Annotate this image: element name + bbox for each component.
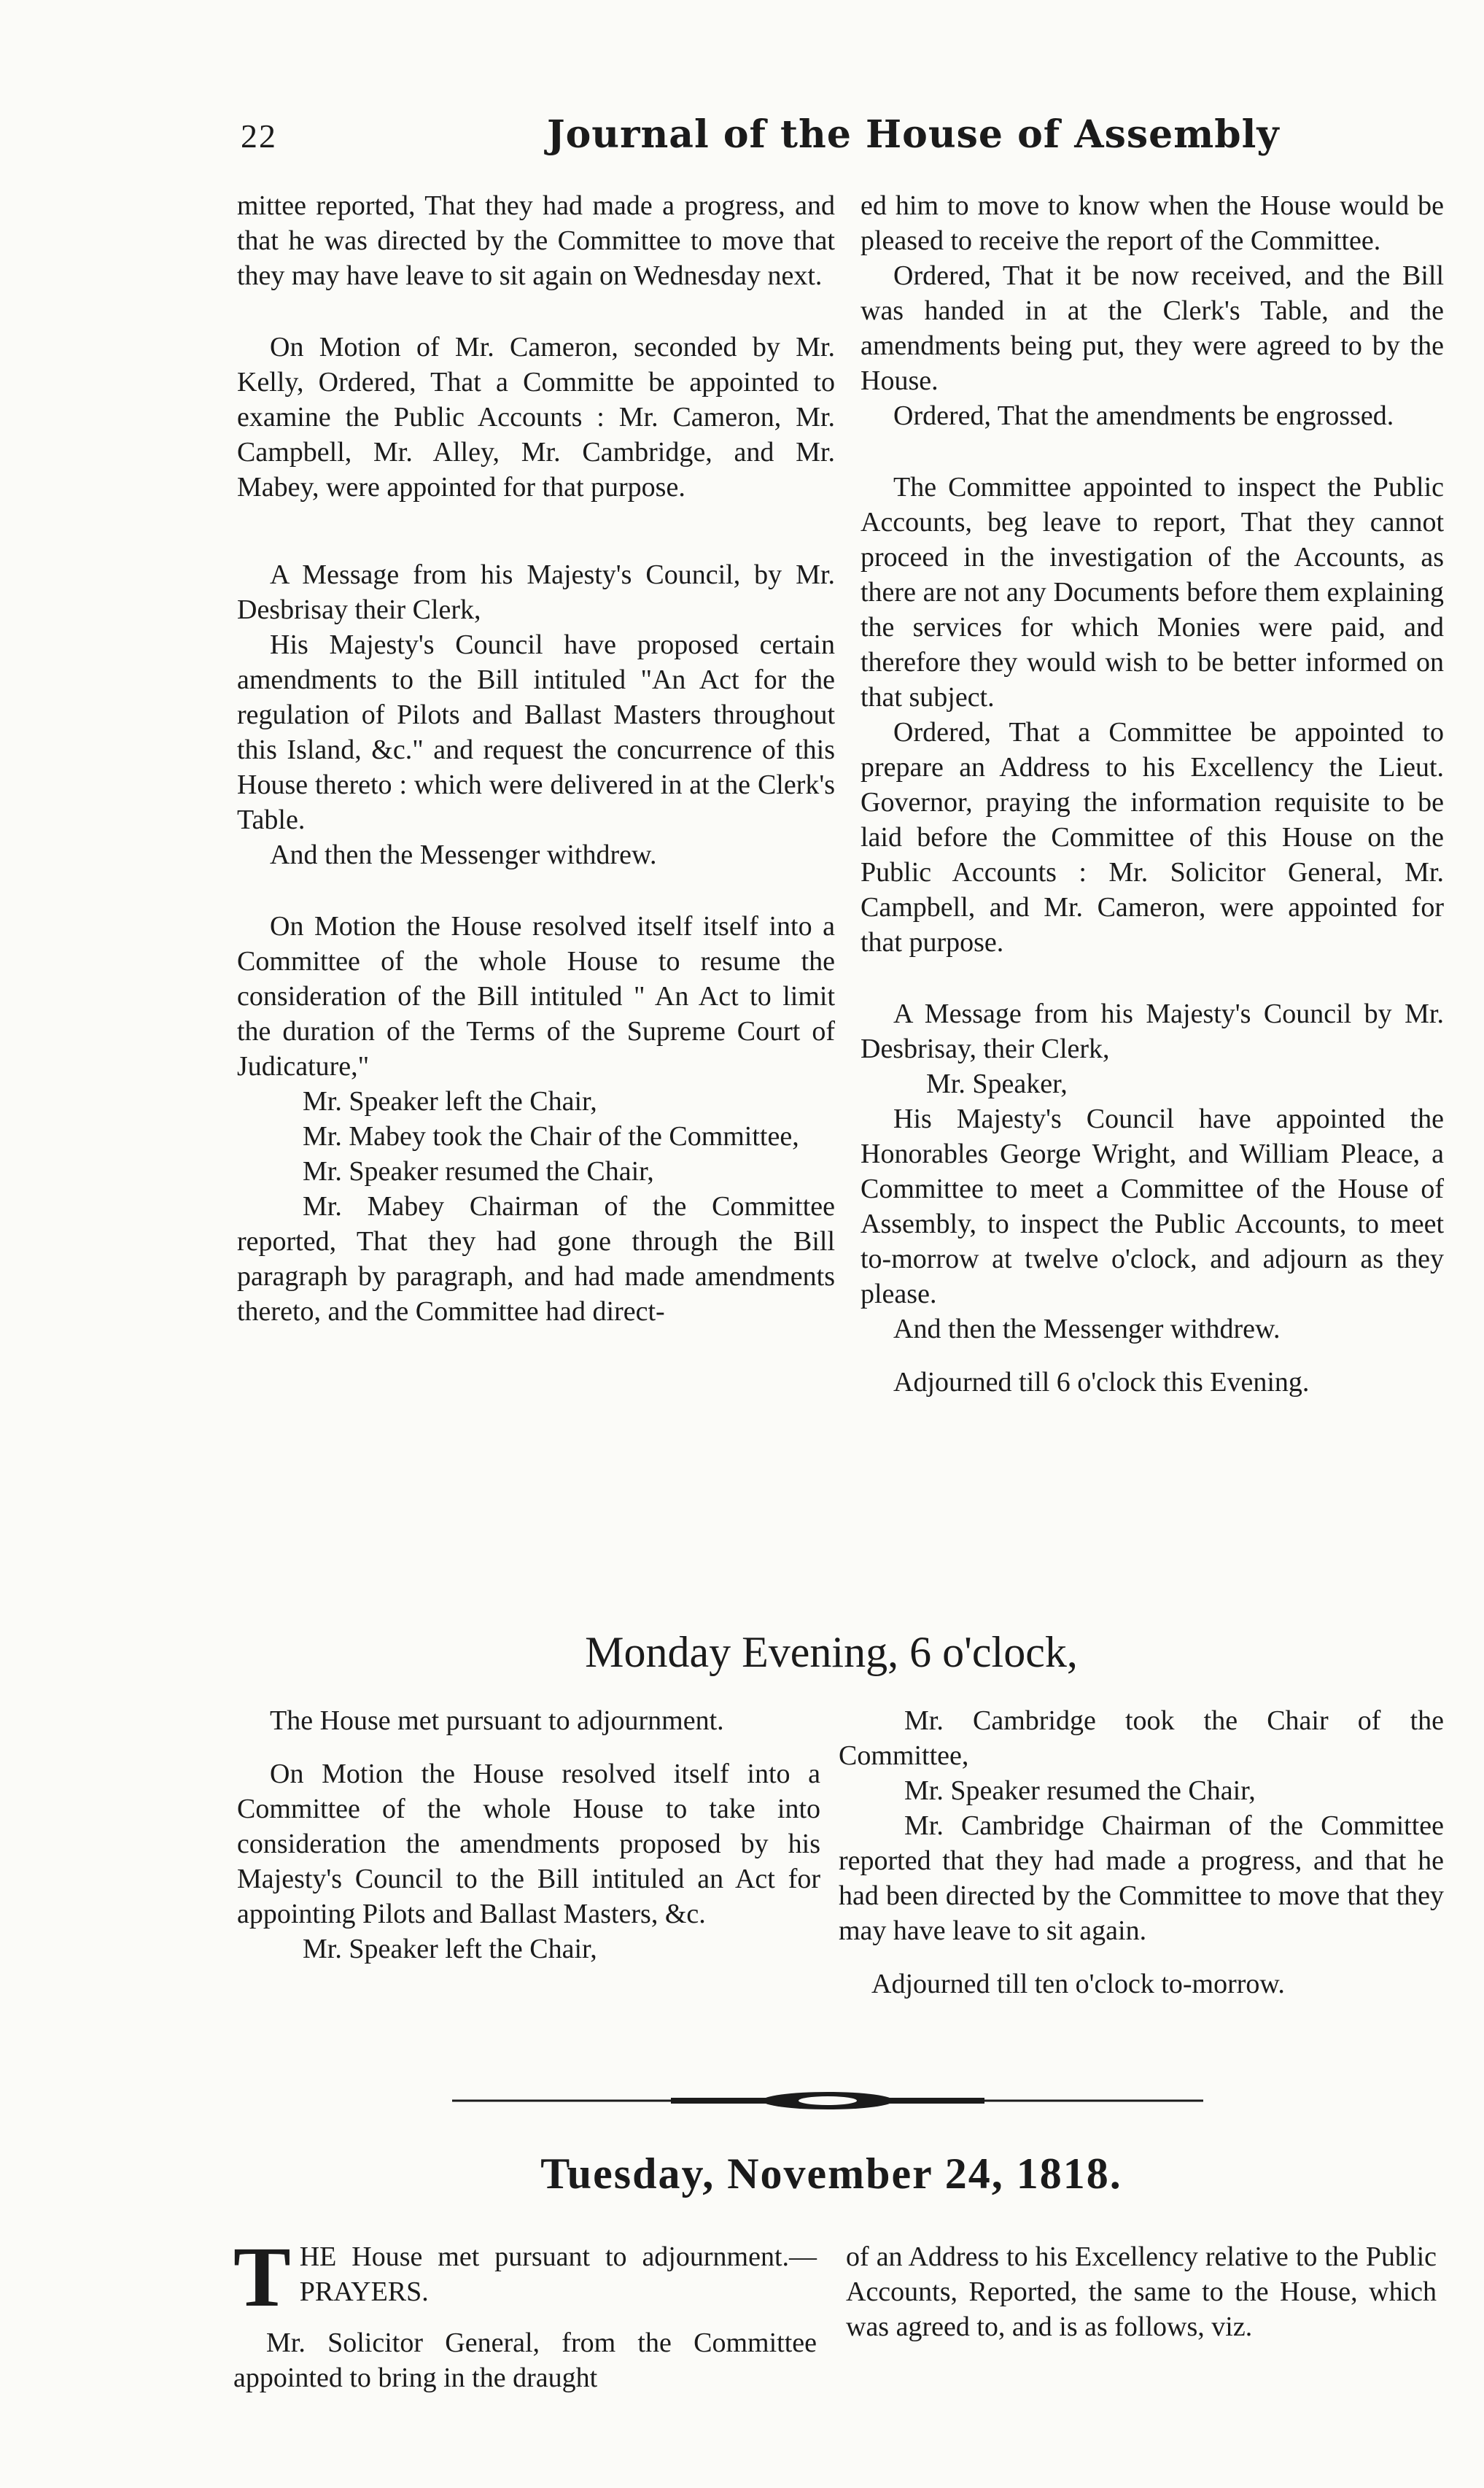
paragraph-text: HE House met pursuant to adjournment.—PRAYERS. (299, 2241, 817, 2307)
section-heading-tuesday: Tuesday, November 24, 1818. (540, 2150, 1122, 2198)
paragraph: And then the Messenger withdrew. (270, 840, 657, 870)
tuesday-column-left (233, 2229, 817, 2395)
paragraph: Mr. Cambridge took the Chair of the Committee, (839, 1705, 1444, 1771)
paragraph: The House met pursuant to adjournment. (270, 1705, 724, 1736)
paragraph: Mr. Mabey took the Chair of the Committee, (303, 1121, 799, 1152)
paragraph: Mr. Solicitor General, from the Committee appointed to bring in the draught (233, 2328, 817, 2393)
page-number: 22 (241, 117, 277, 155)
paragraph: His Majesty's Council have proposed certain amendments to the Bill intituled "An Act for the regulation of Pilots and Ballast Masters throughout this Island, &c." and request the concurrence of this House thereto : which were delivered in at the Clerk's Table. (237, 629, 835, 835)
paragraph: Adjourned till 6 o'clock this Evening. (893, 1367, 1310, 1398)
paragraph: And then the Messenger withdrew. (893, 1314, 1281, 1344)
tuesday-column-right (846, 2239, 1437, 2344)
paragraph: Mr. Speaker left the Chair, (303, 1934, 597, 1964)
paragraph: Mr. Speaker resumed the Chair, (303, 1156, 654, 1187)
page-header (241, 109, 1437, 175)
paragraph: Mr. Mabey Chairman of the Committee reported, That they had gone through the Bill paragraph by paragraph, and had made amendments thereto, and the Committee had direct- (237, 1191, 835, 1327)
paragraph: A Message from his Majesty's Council by Mr. Desbrisay, their Clerk, (861, 999, 1444, 1064)
paragraph: Ordered, That the amendments be engrossed. (893, 400, 1394, 431)
paragraph: ed him to move to know when the House would be pleased to receive the report of the Committee. (861, 190, 1444, 256)
evening-column-right (839, 1703, 1444, 2001)
paragraph: mittee reported, That they had made a progress, and that he was directed by the Committee to move that they may have leave to sit again on Wednesday next. (237, 190, 835, 291)
drop-cap: T (233, 2229, 291, 2325)
paragraph: Mr. Cambridge Chairman of the Committee reported that they had made a progress, and that he had been directed by the Committee to move that they may have leave to sit again. (839, 1810, 1444, 1946)
paragraph: The Committee appointed to inspect the Public Accounts, beg leave to report, That they cannot proceed in the investigation of the Accounts, as there are not any Documents before them explaining the services for which Monies were paid, and therefore they would wish to be better informed on that subject. (861, 472, 1444, 713)
running-title: Journal of the House of Assembly (547, 112, 1280, 157)
paragraph: A Message from his Majesty's Council, by Mr. Desbrisay their Clerk, (237, 559, 835, 625)
paragraph: On Motion of Mr. Cameron, seconded by Mr. Kelly, Ordered, That a Committe be appointed to examine the Public Accounts : Mr. Cameron, Mr. Campbell, Mr. Alley, Mr. Cambridge, and Mr. Mabey, were appointed for that purpose. (237, 332, 835, 503)
paragraph: Ordered, That it be now received, and the Bill was handed in at the Clerk's Table, and the amendments being put, they were agreed to by the House. (861, 260, 1444, 396)
column-left (237, 188, 835, 1329)
paragraph: Ordered, That a Committee be appointed to prepare an Address to his Excellency the Lieut. Governor, praying the information requisite to be laid before the Committee of this House on the Public Accounts : Mr. Solicitor General, Mr. Campbell, and Mr. Cameron, were appointed for that purpose. (861, 717, 1444, 958)
paragraph: of an Address to his Excellency relative to the Public Accounts, Reported, the same to the House, which was agreed to, and is as follows, viz. (846, 2241, 1437, 2342)
paragraph: On Motion the House resolved itself itself into a Committee of the whole House to resume the consideration of the Bill intituled " An Act to limit the duration of the Terms of the Supreme Court of Judicature," (237, 911, 835, 1082)
paragraph: On Motion the House resolved itself into a Committee of the whole House to take into consideration the amendments proposed by his Majesty's Council to the Bill intituled an Act for appointing Pilots and Ballast Masters, &c. (237, 1759, 820, 1929)
paragraph: His Majesty's Council have appointed the Honorables George Wright, and William Pleace, a Committee to meet a Committee of the House of Assembly, to inspect the Public Accounts, to meet to-morrow at twelve o'clock, and adjourn as they please. (861, 1104, 1444, 1309)
paragraph (233, 2229, 817, 2325)
ornamental-rule (452, 2090, 1203, 2112)
paragraph: Mr. Speaker left the Chair, (303, 1086, 597, 1117)
paragraph: Mr. Speaker resumed the Chair, (904, 1775, 1256, 1806)
section-heading-evening: Monday Evening, 6 o'clock, (585, 1628, 1078, 1676)
paragraph: Mr. Speaker, (926, 1069, 1068, 1099)
evening-column-left (237, 1703, 820, 1966)
paragraph: Adjourned till ten o'clock to-morrow. (871, 1969, 1285, 1999)
column-right (861, 188, 1444, 1400)
